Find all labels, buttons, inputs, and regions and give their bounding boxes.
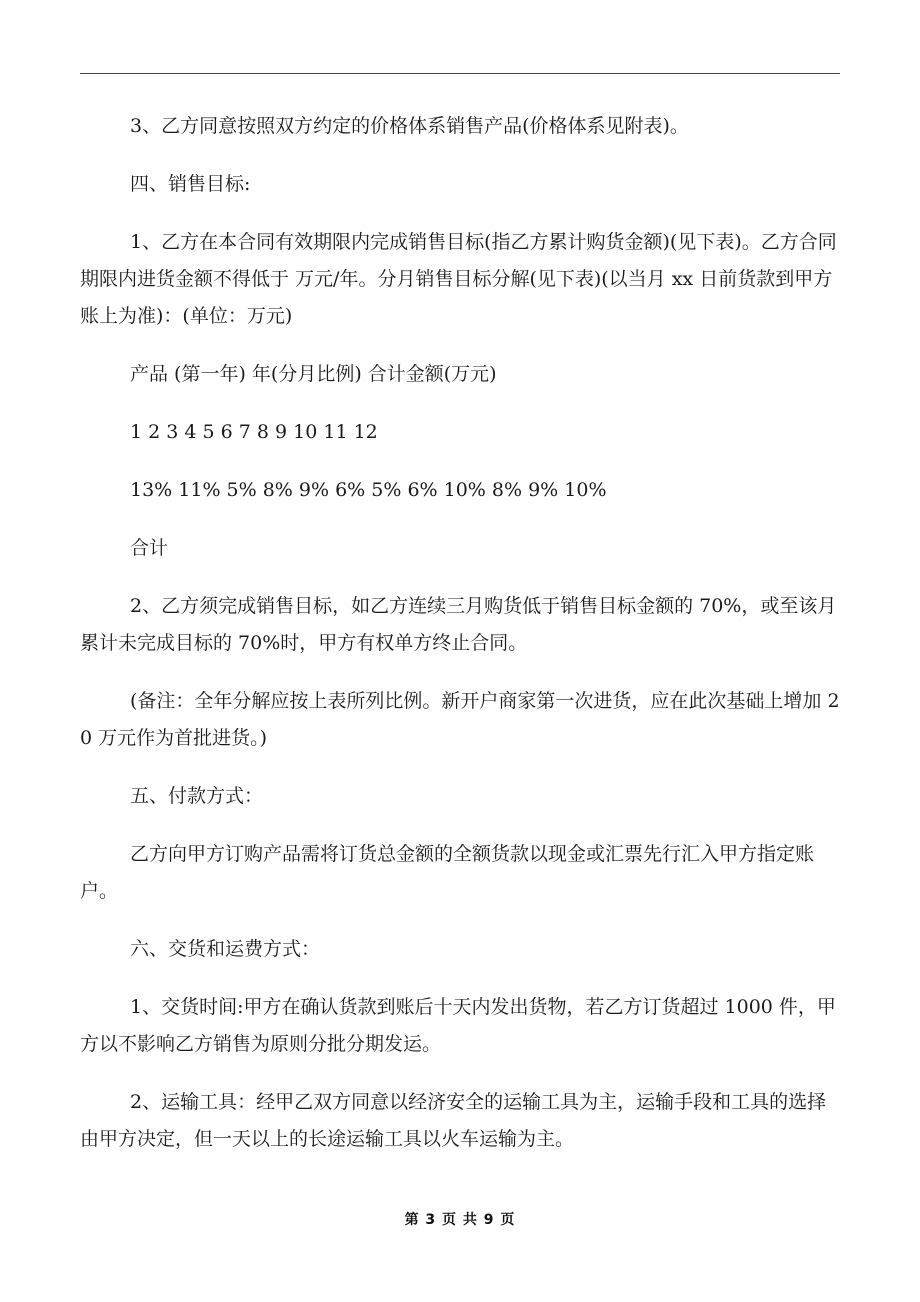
paragraph-sales-target-2: 2、乙方须完成销售目标，如乙方连续三月购货低于销售目标金额的 70%，或至该月累计未完成目标的 70%时，甲方有权单方终止合同。 [80, 595, 837, 654]
table-months-line: 1 2 3 4 5 6 7 8 9 10 11 12 [130, 421, 378, 443]
heading-payment-method: 五、付款方式： [130, 785, 264, 807]
document-body [80, 108, 840, 1179]
heading-sales-target: 四、销售目标: [130, 173, 251, 195]
paragraph-sales-target-1: 1、乙方在本合同有效期限内完成销售目标(指乙方累计购货金额)(见下表)。乙方合同期限内进货金额不得低于 万元/年。分月销售目标分解(见下表)(以当月 xx 日前货款到甲方账上为准)：(单位：万元) [80, 231, 837, 327]
paragraph-price-system: 3、乙方同意按照双方约定的价格体系销售产品(价格体系见附表)。 [130, 115, 689, 137]
table-header-line: 产品 (第一年) 年(分月比例) 合计金额(万元) [130, 363, 497, 385]
paragraph-delivery-time: 1、交货时间:甲方在确认货款到账后十天内发出货物，若乙方订货超过 1000 件，甲方以不影响乙方销售为原则分批分期发运。 [80, 996, 836, 1055]
table-total-line: 合计 [130, 537, 169, 559]
paragraph-remark: (备注：全年分解应按上表所列比例。新开户商家第一次进货，应在此次基础上增加 20 万元作为首批进货。) [80, 690, 840, 749]
table-ratios-line: 13% 11% 5% 8% 9% 6% 5% 6% 10% 8% 9% 10% [130, 479, 607, 501]
header-divider [80, 73, 840, 74]
page-number: 第 3 页 共 9 页 [404, 1212, 516, 1228]
paragraph-transport-tools: 2、运输工具：经甲乙双方同意以经济安全的运输工具为主，运输手段和工具的选择由甲方决定，但一天以上的长途运输工具以火车运输为主。 [80, 1091, 827, 1150]
heading-delivery-freight: 六、交货和运费方式： [130, 938, 321, 960]
paragraph-payment: 乙方向甲方订购产品需将订货总金额的全额货款以现金或汇票先行汇入甲方指定账户。 [80, 843, 815, 902]
